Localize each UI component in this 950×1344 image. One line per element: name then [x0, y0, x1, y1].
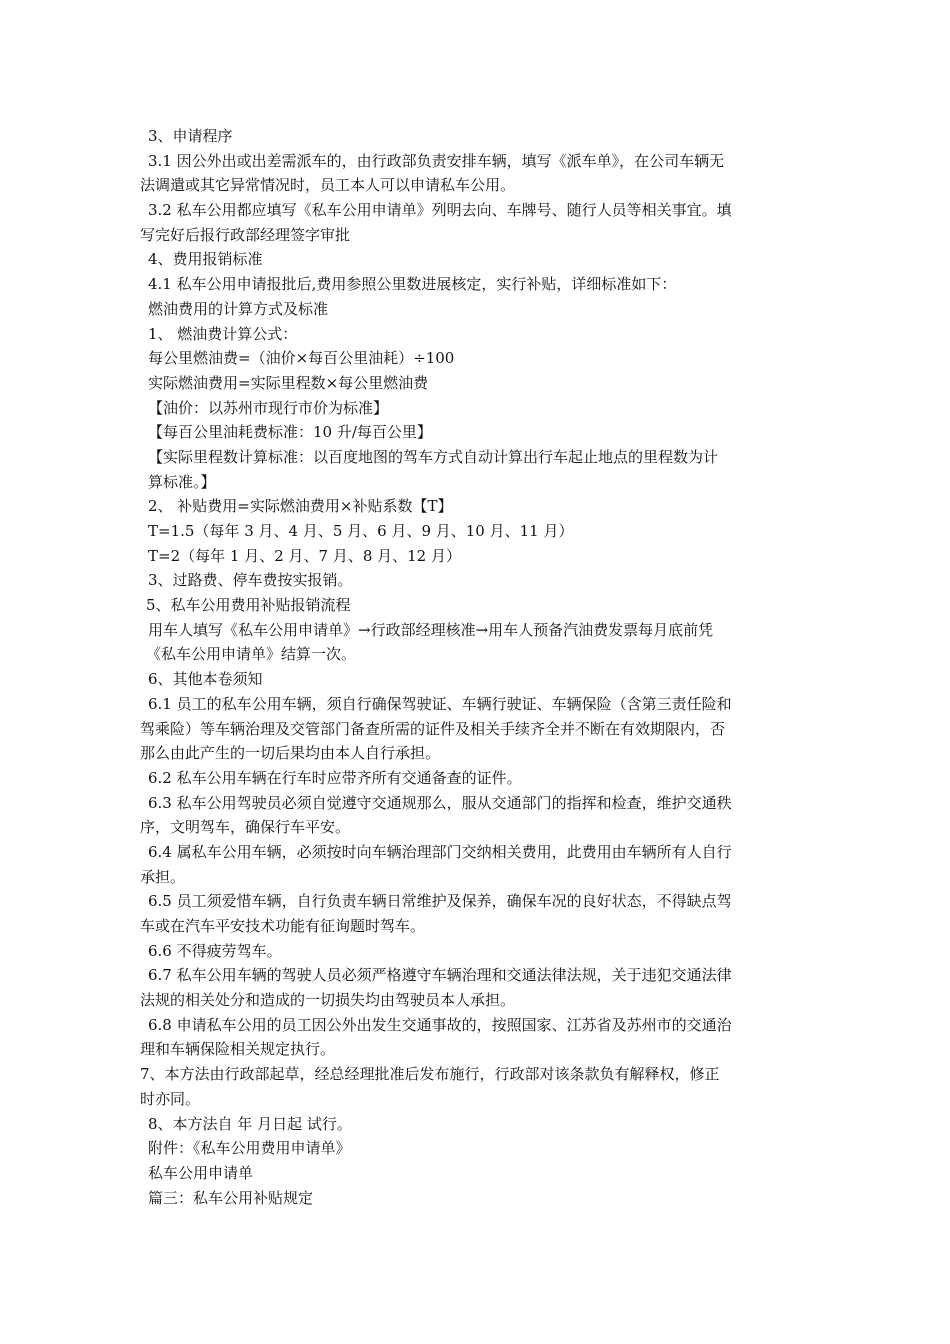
- text-line: 6.2 私车公用车辆在行车时应带齐所有交通备查的证件。: [148, 768, 522, 787]
- text-line: 5、私车公用费用补贴报销流程: [146, 596, 351, 615]
- text-line: 6.7 私车公用车辆的驾驶人员必须严格遵守车辆治理和交通法律法规，关于违犯交通法律: [148, 966, 732, 985]
- text-line: 私车公用申请单: [148, 1163, 254, 1182]
- text-line: 篇三：私车公用补贴规定: [148, 1188, 314, 1207]
- text-line: T=1.5（每年 3 月、4 月、5 月、6 月、9 月、10 月、11 月）: [148, 522, 574, 540]
- text-line: 时亦同。: [140, 1089, 201, 1108]
- text-line: 6.5 员工须爱惜车辆，自行负责车辆日常维护及保养，确保车况的良好状态，不得缺点驾: [148, 892, 732, 911]
- text-line: 《私车公用申请单》结算一次。: [146, 645, 357, 664]
- text-line: 6.6 不得疲劳驾车。: [148, 941, 282, 960]
- document-body: [140, 124, 810, 1210]
- text-line: 3、过路费、停车费按实报销。: [148, 571, 353, 590]
- text-line: 写完好后报行政部经理签字审批: [140, 225, 351, 244]
- text-line: 3、申请程序: [148, 127, 233, 145]
- text-line: 算标准。】: [148, 472, 216, 491]
- text-line: 【实际里程数计算标准：以百度地图的驾车方式自动计算出行车起止地点的里程数为计: [148, 447, 719, 466]
- text-line: 4.1 私车公用申请报批后,费用参照公里数进展核定，实行补贴，详细标准如下：: [148, 275, 677, 294]
- text-line: 6.1 员工的私车公用车辆，须自行确保驾驶证、车辆行驶证、车辆保险（含第三责任险和: [148, 694, 732, 713]
- text-line: 承担。: [140, 867, 186, 886]
- text-line: 1、 燃油费计算公式：: [148, 324, 298, 343]
- text-line: 实际燃油费用=实际里程数×每公里燃油费: [148, 373, 429, 392]
- text-line: 4、费用报销标准: [148, 250, 263, 269]
- text-line: 6.3 私车公用驾驶员必须自觉遵守交通规那么，服从交通部门的指挥和检查，维护交通秩: [148, 793, 732, 812]
- text-line: 3.1 因公外出或出差需派车的，由行政部负责安排车辆，填写《派车单》，在公司车辆无: [148, 151, 725, 170]
- text-line: 8、本方法自 年 月日起 试行。: [148, 1114, 352, 1133]
- text-line: 【油价：以苏州市现行市价为标准】: [148, 398, 389, 417]
- text-line: 【每百公里油耗费标准：10 升/每百公里】: [148, 423, 432, 442]
- text-line: 7、本方法由行政部起草，经总经理批准后发布施行，行政部对该条款负有解释权，修正: [140, 1065, 720, 1084]
- text-line: 6、其他本卷须知: [148, 670, 263, 689]
- text-line: 序，文明驾车，确保行车平安。: [140, 818, 351, 837]
- text-line: 法规的相关处分和造成的一切损失均由驾驶员本人承担。: [140, 991, 516, 1010]
- text-line: 2、 补贴费用=实际燃油费用×补贴系数【T】: [148, 497, 453, 516]
- text-line: 驾乘险）等车辆治理及交管部门备查所需的证件及相关手续齐全并不断在有效期限内，否: [140, 719, 726, 738]
- text-line: 燃油费用的计算方式及标准: [148, 299, 329, 318]
- text-line: 用车人填写《私车公用申请单》→行政部经理核准→用车人预备汽油费发票每月底前凭: [148, 620, 714, 639]
- text-line: 法调遣或其它异常情况时，员工本人可以申请私车公用。: [140, 176, 516, 195]
- text-line: 3.2 私车公用都应填写《私车公用申请单》列明去向、车牌号、随行人员等相关事宜。填: [148, 201, 732, 220]
- text-line: 附件：《私车公用费用申请单》: [148, 1139, 351, 1158]
- text-line: 理和车辆保险相关规定执行。: [140, 1040, 336, 1059]
- text-line: 车或在汽车平安技术功能有征询题时驾车。: [140, 917, 426, 935]
- text-line: 那么由此产生的一切后果均由本人自行承担。: [140, 744, 441, 763]
- text-line: T=2（每年 1 月、2 月、7 月、8 月、12 月）: [148, 546, 461, 565]
- text-line: 每公里燃油费=（油价×每百公里油耗）÷100: [148, 349, 455, 368]
- text-line: 6.8 申请私车公用的员工因公外出发生交通事故的，按照国家、江苏省及苏州市的交通治: [148, 1015, 732, 1034]
- text-line: 6.4 属私车公用车辆，必须按时向车辆治理部门交纳相关费用，此费用由车辆所有人自行: [148, 842, 732, 861]
